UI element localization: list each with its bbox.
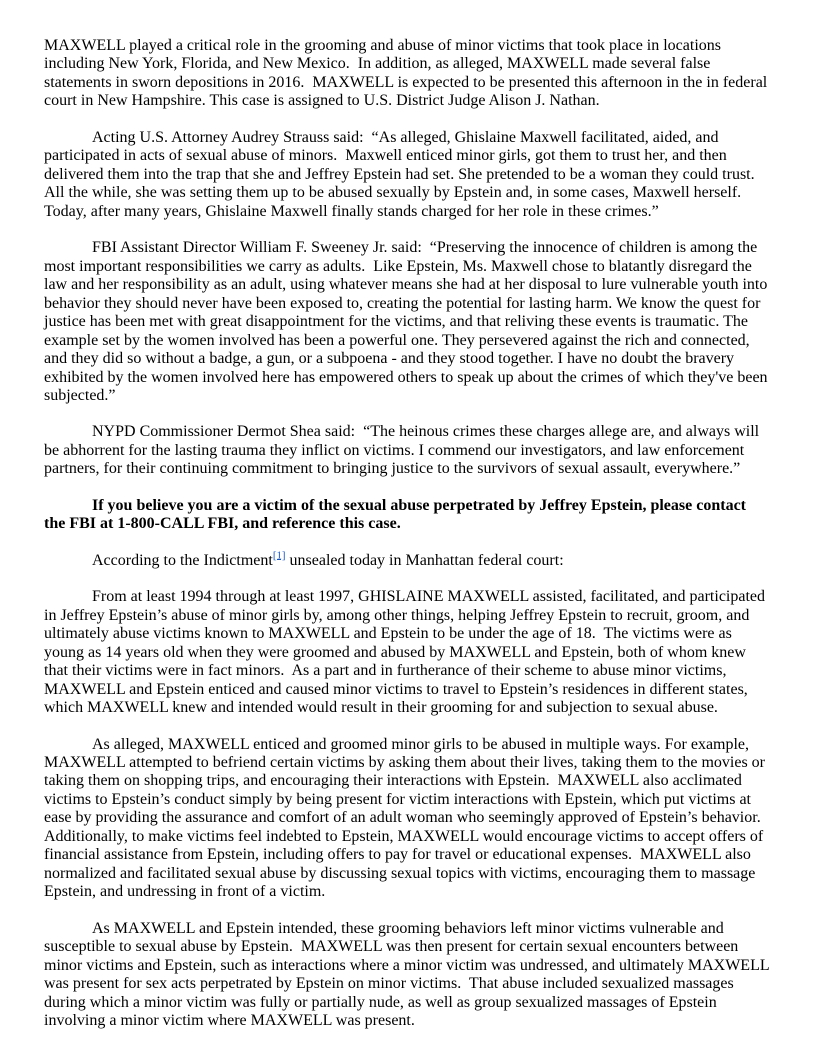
sweeney-quote-paragraph: FBI Assistant Director William F. Sweeney Jr. said: “Preserving the innocence of children is among the most important responsibilities we carry as adults. Like Epstein, Ms. Maxwell chose to blatantly disregard the law and her responsibility as an adult, using whatever means she had at her disposal to lure vulnerable youth into behavior they should never have been exposed to, creating the potential for lasting harm. We know the quest for justice has been met with great disappointment for the victims, and that reliving these events is traumatic. The example set by the women involved has been a powerful one. They persevered against the rich and connected, and they did so without a badge, a gun, or a subpoena - and they stood together. I have no doubt the bravery exhibited by the women involved here has empowered others to speak up about the crimes of which they've been subjected.” — [44, 239, 772, 404]
indictment-leadin-paragraph — [44, 549, 771, 570]
indictment-paragraph-2: As alleged, MAXWELL enticed and groomed minor girls to be abused in multiple ways. For example, MAXWELL attempted to befriend certain victims by asking them about their lives, taking them to the movies or taking them on shopping trips, and encouraging their interactions with Epstein. MAXWELL also acclimated victims to Epstein’s conduct simply by being present for victim interactions with Epstein, which put victims at ease by providing the assurance and comfort of an adult woman who seemingly approved of Epstein’s behavior. Additionally, to make victims feel indebted to Epstein, MAXWELL would encourage victims to accept offers of financial assistance from Epstein, including offers to pay for travel or educational expenses. MAXWELL also normalized and facilitated sexual abuse by discussing sexual topics with victims, encouraging them to massage Epstein, and undressing in front of a victim. — [44, 735, 770, 901]
indictment-paragraph-1: From at least 1994 through at least 1997, GHISLAINE MAXWELL assisted, facilitated, and participated in Jeffrey Epstein’s abuse of minor girls by, among other things, helping Jeffrey Epstein to recruit, groom, and ultimately abuse victims known to MAXWELL and Epstein to be under the age of 18. The victims were as young as 14 years old when they were groomed and abused by MAXWELL and Epstein, both of whom knew that their victims were in fact minors. As a part and in furtherance of their scheme to abuse minor victims, MAXWELL and Epstein enticed and caused minor victims to travel to Epstein’s residences in different states, which MAXWELL knew and intended would result in their grooming for and subjection to sexual abuse. — [44, 588, 770, 717]
victim-contact-notice: If you believe you are a victim of the sexual abuse perpetrated by Jeffrey Epstein, please contact the FBI at 1-800-CALL FBI, and reference this case. — [44, 496, 750, 533]
shea-quote-paragraph: NYPD Commissioner Dermot Shea said: “The heinous crimes these charges allege are, and always will be abhorrent for the lasting trauma they inflict on victims. I commend our investigators, and law enforcement partners, for their continuing commitment to bringing justice to the survivors of sexual assault, everywhere.” — [44, 423, 764, 478]
footnote-1-link[interactable]: [1] — [272, 549, 286, 562]
indictment-paragraph-3: As MAXWELL and Epstein intended, these grooming behaviors left minor victims vulnerable and susceptible to sexual abuse by Epstein. MAXWELL was then present for certain sexual encounters between minor victims and Epstein, such as interactions where a minor victim was undressed, and ultimately MAXWELL was present for sex acts perpetrated by Epstein on minor victims. That abuse included sexualized massages during which a minor victim was fully or partially nude, as well as group sexualized massages of Epstein involving a minor victim where MAXWELL was present. — [44, 919, 774, 1030]
intro-paragraph: MAXWELL played a critical role in the grooming and abuse of minor victims that took place in locations including New York, Florida, and New Mexico. In addition, as alleged, MAXWELL made several false statements in sworn depositions in 2016. MAXWELL is expected to be presented this afternoon in the in federal court in New Hampshire. This case is assigned to U.S. District Judge Alison J. Nathan. — [44, 37, 772, 110]
strauss-quote-paragraph: Acting U.S. Attorney Audrey Strauss said: “As alleged, Ghislaine Maxwell facilitated, aided, and participated in acts of sexual abuse of minors. Maxwell enticed minor girls, got them to trust her, and then delivered them into the trap that she and Jeffrey Epstein had set. She pretended to be a woman they could trust. All the while, she was setting them up to be abused sexually by Epstein and, in some cases, Maxwell herself. Today, after many years, Ghislaine Maxwell finally stands charged for her role in these crimes.” — [44, 128, 758, 220]
indictment-leadin-text-before: According to the Indictment — [92, 551, 273, 569]
indictment-leadin-text-after: unsealed today in Manhattan federal court: — [285, 551, 564, 569]
